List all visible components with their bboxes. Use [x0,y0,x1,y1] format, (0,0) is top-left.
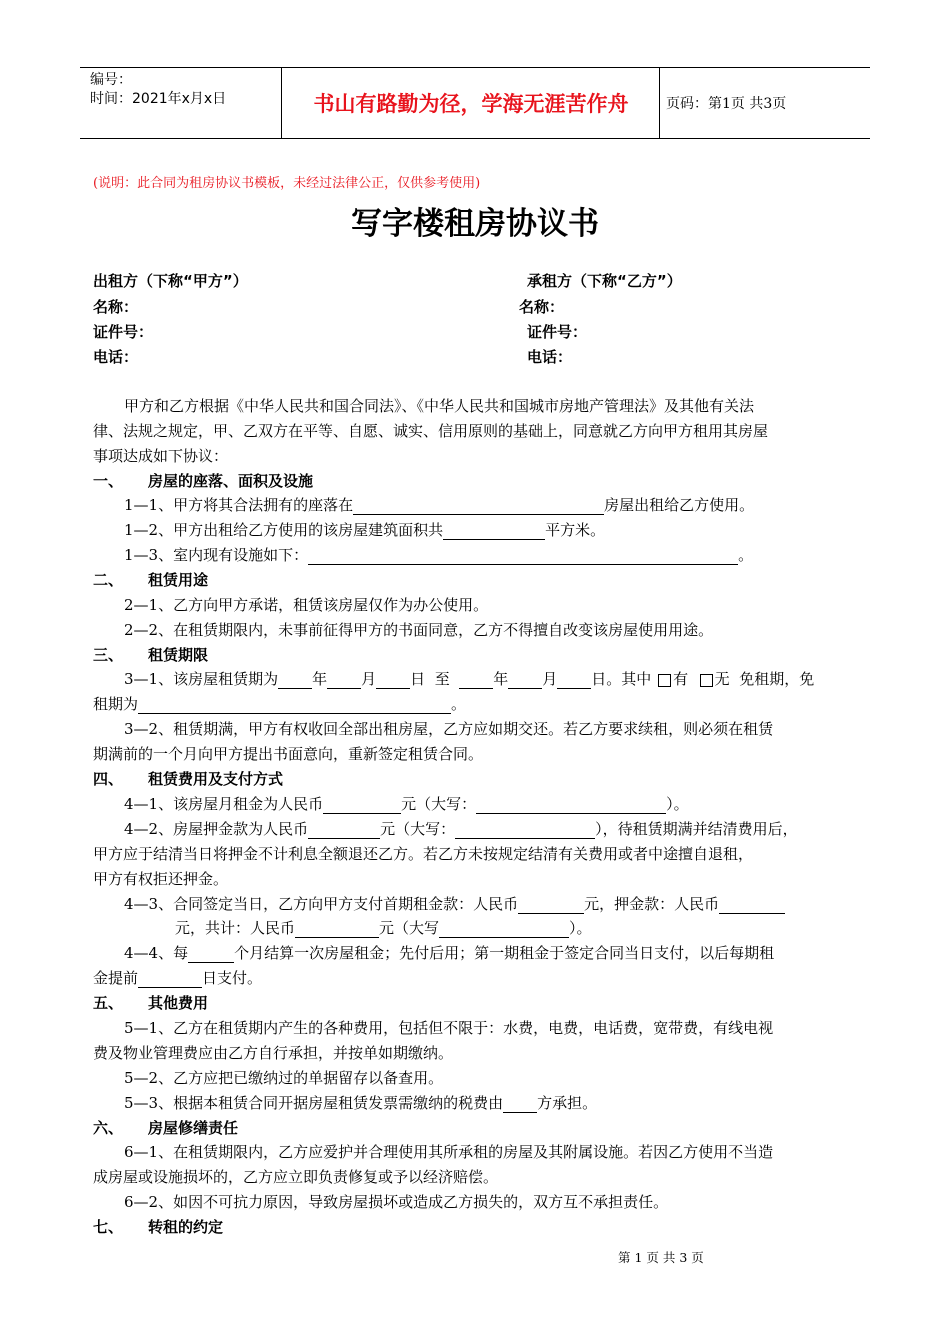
section-7 [93,1216,224,1237]
document-title: 写字楼租房协议书 [351,206,599,242]
clause-2-1: 2—1、乙方向甲方承诺，租赁该房屋仅作为办公使用。 [124,596,489,614]
section-number: 五、 [93,994,124,1012]
lessor-name-label: 名称： [93,298,139,316]
section-2 [93,569,209,590]
monthly-rent-words-blank[interactable] [476,796,666,814]
clause-2-2: 2—2、在租赁期限内，未事前征得甲方的书面同意，乙方不得擅自改变该房屋使用用途。 [124,621,714,639]
intro-line-1: 甲方和乙方根据《中华人民共和国合同法》、《中华人民共和国城市房地产管理法》及其他有关法 [124,397,755,415]
section-title: 租赁费用及支付方式 [148,770,284,788]
clause-4-4-cont: 金提前 日支付。 [93,969,263,987]
clause-4-2-end: 甲方有权拒还押金。 [93,870,229,888]
lessee-id-label: 证件号： [527,323,588,341]
section-number: 二、 [93,571,124,589]
clause-4-3-cont: 元，共计：人民币 元（大写 ）。 [175,919,592,937]
section-3 [93,644,209,665]
first-deposit-blank[interactable] [719,896,785,914]
page-header [80,67,870,139]
section-number: 三、 [93,646,124,664]
clause-5-3: 5—3、根据本租赁合同开据房屋租赁发票需缴纳的税费由 方承担。 [124,1094,598,1112]
section-4 [93,768,284,789]
has-checkbox[interactable] [658,674,671,687]
section-title: 房屋修缮责任 [148,1119,239,1137]
clause-4-4: 4—4、每 个月结算一次房屋租金；先付后用；第一期租金于签定合同当日支付，以后每期租 [124,944,775,962]
section-6 [93,1117,239,1138]
clause-4-1: 4—1、该房屋月租金为人民币 元（大写： ）。 [124,795,689,813]
section-number: 一、 [93,472,124,490]
time-label: 时间：2021年x月x日 [90,91,227,107]
intro-line-2: 律、法规之规定，甲、乙双方在平等、自愿、诚实、信用原则的基础上，同意就乙方向甲方租用其房屋 [93,422,769,440]
template-note: (说明：此合同为租房协议书模板，未经过法律公正，仅供参考使用) [93,176,481,191]
section-5 [93,992,209,1013]
section-title: 租赁期限 [148,646,209,664]
deposit-words-blank[interactable] [455,821,595,839]
location-blank[interactable] [353,497,604,515]
section-number: 四、 [93,770,124,788]
lessor-id-label: 证件号： [93,323,154,341]
clause-6-1-cont: 成房屋或设施损坏的，乙方应立即负责修复或予以经济赔偿。 [93,1168,499,1186]
settlement-months-blank[interactable] [188,945,234,963]
lessee-name-label: 名称： [519,298,565,316]
clause-5-2: 5—2、乙方应把已缴纳过的单据留存以备查用。 [124,1069,444,1087]
total-blank[interactable] [295,920,379,938]
section-1 [93,470,314,491]
clause-6-1: 6—1、在租赁期限内，乙方应爱护并合理使用其所承租的房屋及其附属设施。若因乙方使用不当造 [124,1143,774,1161]
clause-3-2-cont: 期满前的一个月向甲方提出书面意向，重新签定租赁合同。 [93,745,484,763]
section-title: 其他费用 [148,994,209,1012]
page-footer: 第 1 页 共 3 页 [618,1250,704,1265]
intro-line-3: 事项达成如下协议： [93,447,229,465]
clause-1-3: 1—3、室内现有设施如下： 。 [124,546,754,564]
start-month-blank[interactable] [327,671,361,689]
header-motto: 书山有路勤为径，学海无涯苦作舟 [283,68,660,138]
none-checkbox[interactable] [700,674,713,687]
number-label: 编号： [90,72,132,88]
header-meta [80,68,282,138]
start-year-blank[interactable] [278,671,312,689]
section-number: 七、 [93,1218,124,1236]
clause-4-3: 4—3、合同签定当日，乙方向甲方支付首期租金款：人民币 元，押金款：人民币 [124,893,785,914]
free-period-blank[interactable] [138,696,451,714]
deposit-blank[interactable] [308,821,380,839]
clause-4-2: 4—2、房屋押金款为人民币 元（大写： ），待租赁期满并结清费用后， [124,820,798,838]
clause-5-1-cont: 费及物业管理费应由乙方自行承担，并按单如期缴纳。 [93,1044,454,1062]
end-month-blank[interactable] [508,671,542,689]
advance-days-blank[interactable] [138,970,202,988]
lessee-label: 承租方（下称“乙方”） [527,272,682,290]
facilities-blank[interactable] [308,547,738,565]
clause-5-1: 5—1、乙方在租赁期内产生的各种费用，包括但不限于：水费，电费，电话费，宽带费，有线电视 [124,1019,774,1037]
first-rent-blank[interactable] [518,896,584,914]
header-page-info: 页码：第1页 共3页 [666,96,787,112]
monthly-rent-blank[interactable] [323,796,401,814]
clause-4-2-cont: 甲方应于结清当日将押金不计利息全额退还乙方。若乙方未按规定结清有关费用或者中途擅自退租， [93,845,754,863]
lessor-phone-label: 电话： [93,348,139,366]
section-title: 转租的约定 [148,1218,224,1236]
end-year-blank[interactable] [459,671,493,689]
section-title: 房屋的座落、面积及设施 [148,472,314,490]
clause-3-1: 3—1、该房屋租赁期为 年 月 日 至 年 月 日。其中 有 无 免租期，免 [124,670,815,688]
end-day-blank[interactable] [557,671,591,689]
start-day-blank[interactable] [376,671,410,689]
total-words-blank[interactable] [439,920,569,938]
clause-3-2: 3—2、租赁期满，甲方有权收回全部出租房屋，乙方应如期交还。若乙方要求续租，则必须在租赁 [124,720,774,738]
section-number: 六、 [93,1119,124,1137]
tax-party-blank[interactable] [503,1095,537,1113]
lessor-label: 出租方（下称“甲方”） [93,272,248,290]
lessee-phone-label: 电话： [527,348,573,366]
area-blank[interactable] [443,522,545,540]
clause-1-2: 1—2、甲方出租给乙方使用的该房屋建筑面积共 平方米。 [124,521,606,539]
clause-6-2: 6—2、如因不可抗力原因，导致房屋损坏或造成乙方损失的，双方互不承担责任。 [124,1193,669,1211]
section-title: 租赁用途 [148,571,209,589]
clause-3-1-cont: 租期为 。 [93,695,467,713]
clause-1-1: 1—1、甲方将其合法拥有的座落在 房屋出租给乙方使用。 [124,496,755,514]
